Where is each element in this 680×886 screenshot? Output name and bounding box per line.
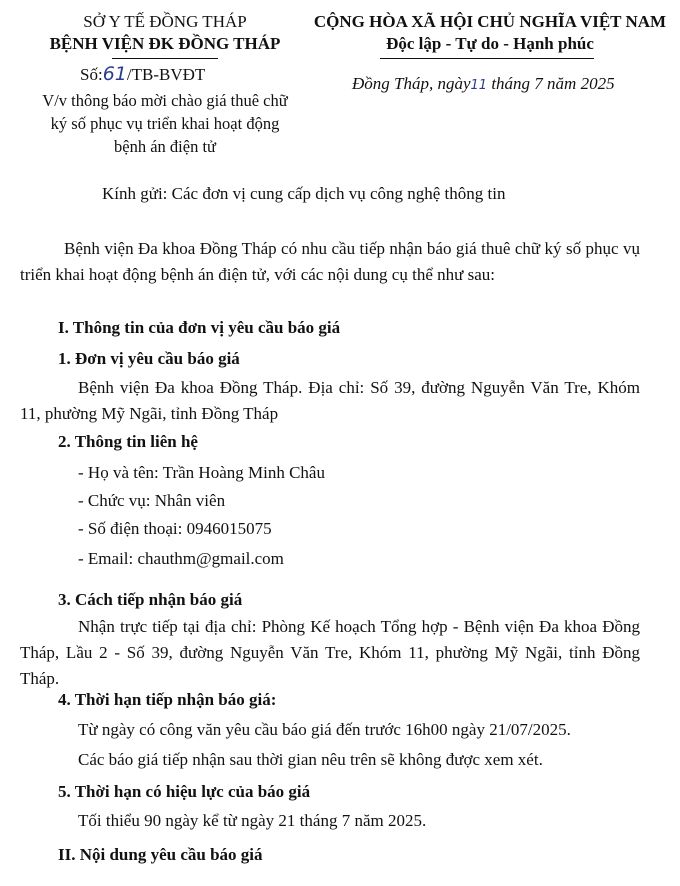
- subject-line-3: bệnh án điện tử: [114, 137, 216, 156]
- ministry-name: SỞ Y TẾ ĐỒNG THÁP: [83, 12, 247, 31]
- intro-paragraph: Bệnh viện Đa khoa Đồng Tháp có nhu cầu tiếp nhận báo giá thuê chữ ký số phục vụ triển khai hoạt động bệnh án điện tử, với các nội dung cụ thể như sau:: [20, 239, 640, 284]
- date-day-handwritten: 11: [470, 78, 488, 93]
- hospital-underline: [112, 58, 218, 59]
- subject-line-1: V/v thông báo mời chào giá thuê chữ: [42, 91, 288, 110]
- item-5-title: 5. Thời hạn có hiệu lực của báo giá: [58, 782, 311, 801]
- item-2-title: 2. Thông tin liên hệ: [58, 432, 198, 451]
- contact-phone: - Số điện thoại: 0946015075: [78, 519, 272, 538]
- contact-position: - Chức vụ: Nhân viên: [78, 491, 226, 510]
- item-3-text: Nhận trực tiếp tại địa chỉ: Phòng Kế hoạch Tổng hợp - Bệnh viện Đa khoa Đồng Tháp, Lầu 2 - Số 39, đường Nguyễn Văn Tre, Khóm 11, phường Mỹ Ngãi, tỉnh Đồng Tháp.: [20, 617, 640, 688]
- item-4-title: 4. Thời hạn tiếp nhận báo giá:: [58, 690, 277, 709]
- country-name: CỘNG HÒA XÃ HỘI CHỦ NGHĨA VIỆT NAM: [313, 12, 667, 31]
- item-3-title: 3. Cách tiếp nhận báo giá: [58, 590, 243, 609]
- item-1-title: 1. Đơn vị yêu cầu báo giá: [58, 349, 240, 368]
- number-prefix: Số:: [80, 65, 103, 84]
- item-1-text: Bệnh viện Đa khoa Đồng Tháp. Địa chỉ: Số 39, đường Nguyễn Văn Tre, Khóm 11, phường Mỹ Ngãi, tỉnh Đồng Tháp: [20, 378, 640, 423]
- national-motto: Độc lập - Tự do - Hạnh phúc: [386, 34, 594, 53]
- date-prefix: Đồng Tháp, ngày: [352, 74, 471, 93]
- date-suffix: tháng 7 năm 2025: [491, 74, 615, 93]
- hospital-name: BỆNH VIỆN ĐK ĐỒNG THÁP: [49, 34, 281, 53]
- motto-underline: [380, 58, 594, 59]
- section-2-title: II. Nội dung yêu cầu báo giá: [58, 845, 263, 864]
- document-date: [352, 74, 615, 94]
- recipient: Kính gửi: Các đơn vị cung cấp dịch vụ công nghệ thông tin: [102, 184, 506, 203]
- item-4-text-1: Từ ngày có công văn yêu cầu báo giá đến trước 16h00 ngày 21/07/2025.: [78, 720, 571, 739]
- item-4-text-2: Các báo giá tiếp nhận sau thời gian nêu trên sẽ không được xem xét.: [78, 750, 543, 769]
- document-number: [80, 63, 205, 85]
- section-1-title: I. Thông tin của đơn vị yêu cầu báo giá: [58, 318, 341, 337]
- contact-email: - Email: chauthm@gmail.com: [78, 549, 284, 568]
- subject-line-2: ký số phục vụ triển khai hoạt động: [50, 114, 280, 133]
- number-handwritten: 61: [102, 63, 127, 85]
- number-suffix: /TB-BVĐT: [126, 65, 206, 84]
- contact-name: - Họ và tên: Trần Hoàng Minh Châu: [78, 463, 325, 482]
- item-5-text: Tối thiểu 90 ngày kể từ ngày 21 tháng 7 năm 2025.: [78, 811, 427, 830]
